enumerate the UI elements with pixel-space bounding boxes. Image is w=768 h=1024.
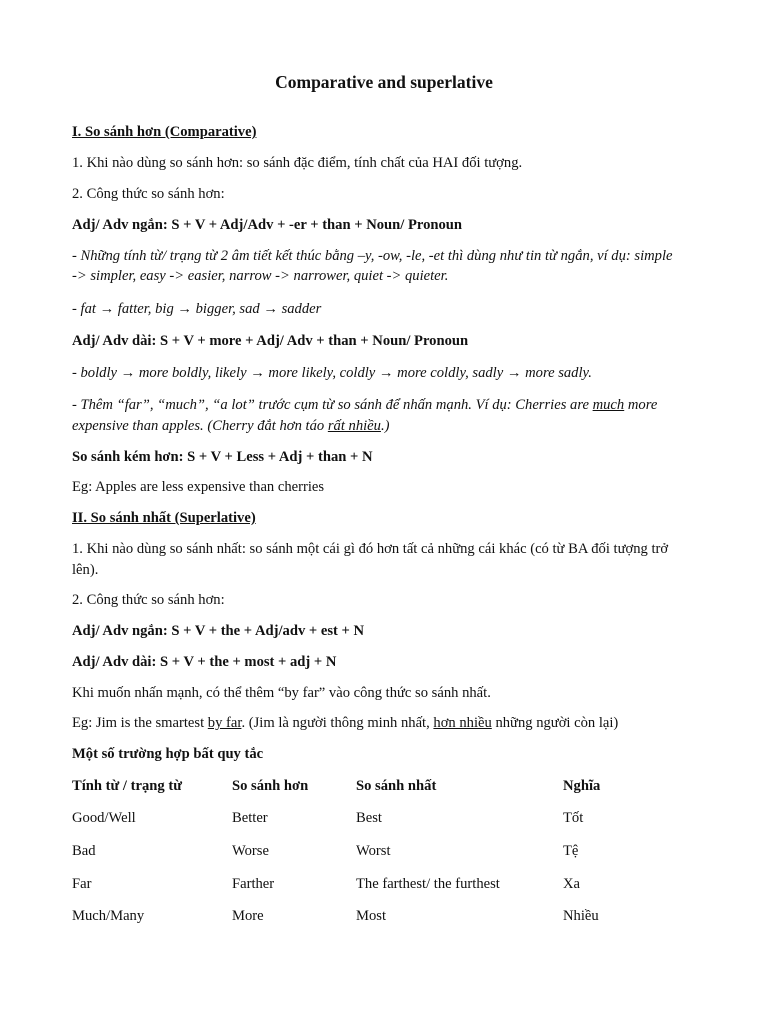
- section1-example-long: - boldly → more boldly, likely → more likely, coldly → more coldly, sadly → more sadly.: [72, 365, 592, 381]
- table-header-row: [0, 776, 768, 797]
- table-cell-adjective: Bad: [72, 843, 96, 859]
- emphasis-text-b: more: [624, 397, 658, 413]
- table-cell-comparative: Worse: [232, 843, 269, 859]
- section2-byfar-note: Khi muốn nhấn mạnh, có thể thêm “by far” vào công thức so sánh nhất.: [72, 685, 491, 701]
- table-row: [0, 808, 768, 829]
- section1-example-fat: - fat → fatter, big → bigger, sad → sadder: [72, 301, 322, 317]
- table-cell-superlative: Worst: [356, 843, 391, 859]
- table-header-adjective: Tính từ / trạng từ: [72, 778, 182, 794]
- table-cell-superlative: The farthest/ the furthest: [356, 876, 500, 892]
- table-cell-adjective: Good/Well: [72, 810, 136, 826]
- section1-emphasis-line-1: [72, 395, 657, 416]
- table-cell-comparative: Better: [232, 810, 268, 826]
- table-cell-comparative: Farther: [232, 876, 275, 892]
- section1-note-line-1: - Những tính từ/ trạng từ 2 âm tiết kết thúc bằng –y, -ow, -le, -et thì dùng như tin từ ngắn, ví dụ: simple: [72, 248, 673, 264]
- document-title: Comparative and superlative: [275, 72, 493, 92]
- table-row: [0, 841, 768, 862]
- table-header-comparative: So sánh hơn: [232, 778, 309, 794]
- table-cell-meaning: Tốt: [563, 810, 584, 826]
- section1-formula-short: Adj/ Adv ngắn: S + V + Adj/Adv + -er + than + Noun/ Pronoun: [72, 217, 463, 233]
- section1-emphasis-line-2: [72, 416, 389, 437]
- table-cell-comparative: More: [232, 908, 264, 924]
- section2-paragraph-1-line-1: 1. Khi nào dùng so sánh nhất: so sánh một cái gì đó hơn tất cả những cái khác (có từ BA đối tượng trở: [72, 541, 669, 557]
- table-cell-adjective: Much/Many: [72, 908, 145, 924]
- table-header-superlative: So sánh nhất: [356, 778, 437, 794]
- emphasis-much: much: [592, 397, 625, 413]
- section1-paragraph-1: 1. Khi nào dùng so sánh hơn: so sánh đặc điểm, tính chất của HAI đối tượng.: [72, 155, 523, 171]
- table-cell-meaning: Nhiều: [563, 908, 599, 924]
- table-cell-meaning: Xa: [563, 876, 581, 892]
- table-row: [0, 874, 768, 895]
- section1-less-example: Eg: Apples are less expensive than cherries: [72, 479, 325, 495]
- table-cell-meaning: Tệ: [563, 843, 579, 859]
- section1-less-formula: So sánh kém hơn: S + V + Less + Adj + than + N: [72, 449, 373, 465]
- example-text-a: Eg: Jim is the smartest: [72, 715, 208, 731]
- section2-paragraph-1-line-2: lên).: [72, 562, 99, 578]
- section1-formula-long: Adj/ Adv dài: S + V + more + Adj/ Adv + than + Noun/ Pronoun: [72, 333, 469, 349]
- section2-formula-short: Adj/ Adv ngắn: S + V + the + Adj/adv + est + N: [72, 623, 365, 639]
- section2-heading: II. So sánh nhất (Superlative): [72, 510, 256, 526]
- section1-note-line-2: -> simpler, easy -> easier, narrow -> narrower, quiet -> quieter.: [72, 268, 449, 284]
- section2-paragraph-2: 2. Công thức so sánh hơn:: [72, 592, 225, 608]
- table-row: [0, 906, 768, 927]
- section1-heading: I. So sánh hơn (Comparative): [72, 124, 257, 140]
- section2-example: [72, 713, 618, 734]
- table-cell-adjective: Far: [72, 876, 92, 892]
- emphasis-text-c: expensive than apples. (Cherry đắt hơn táo: [72, 418, 328, 434]
- emphasis-text-a: - Thêm “far”, “much”, “a lot” trước cụm từ so sánh để nhấn mạnh. Ví dụ: Cherries are: [72, 397, 593, 413]
- table-cell-superlative: Most: [356, 908, 387, 924]
- irregular-heading: Một số trường hợp bất quy tắc: [72, 746, 264, 762]
- section2-formula-long: Adj/ Adv dài: S + V + the + most + adj + N: [72, 654, 337, 670]
- table-header-meaning: Nghĩa: [563, 778, 601, 794]
- emphasis-text-d: .): [380, 418, 390, 434]
- example-hon-nhieu: hơn nhiều: [433, 715, 492, 731]
- section1-paragraph-2: 2. Công thức so sánh hơn:: [72, 186, 225, 202]
- emphasis-rat-nhieu: rất nhiều: [327, 418, 381, 434]
- example-text-c: những người còn lại): [491, 715, 619, 731]
- table-cell-superlative: Best: [356, 810, 382, 826]
- example-text-b: . (Jim là người thông minh nhất,: [241, 715, 434, 731]
- example-by-far: by far: [207, 715, 242, 731]
